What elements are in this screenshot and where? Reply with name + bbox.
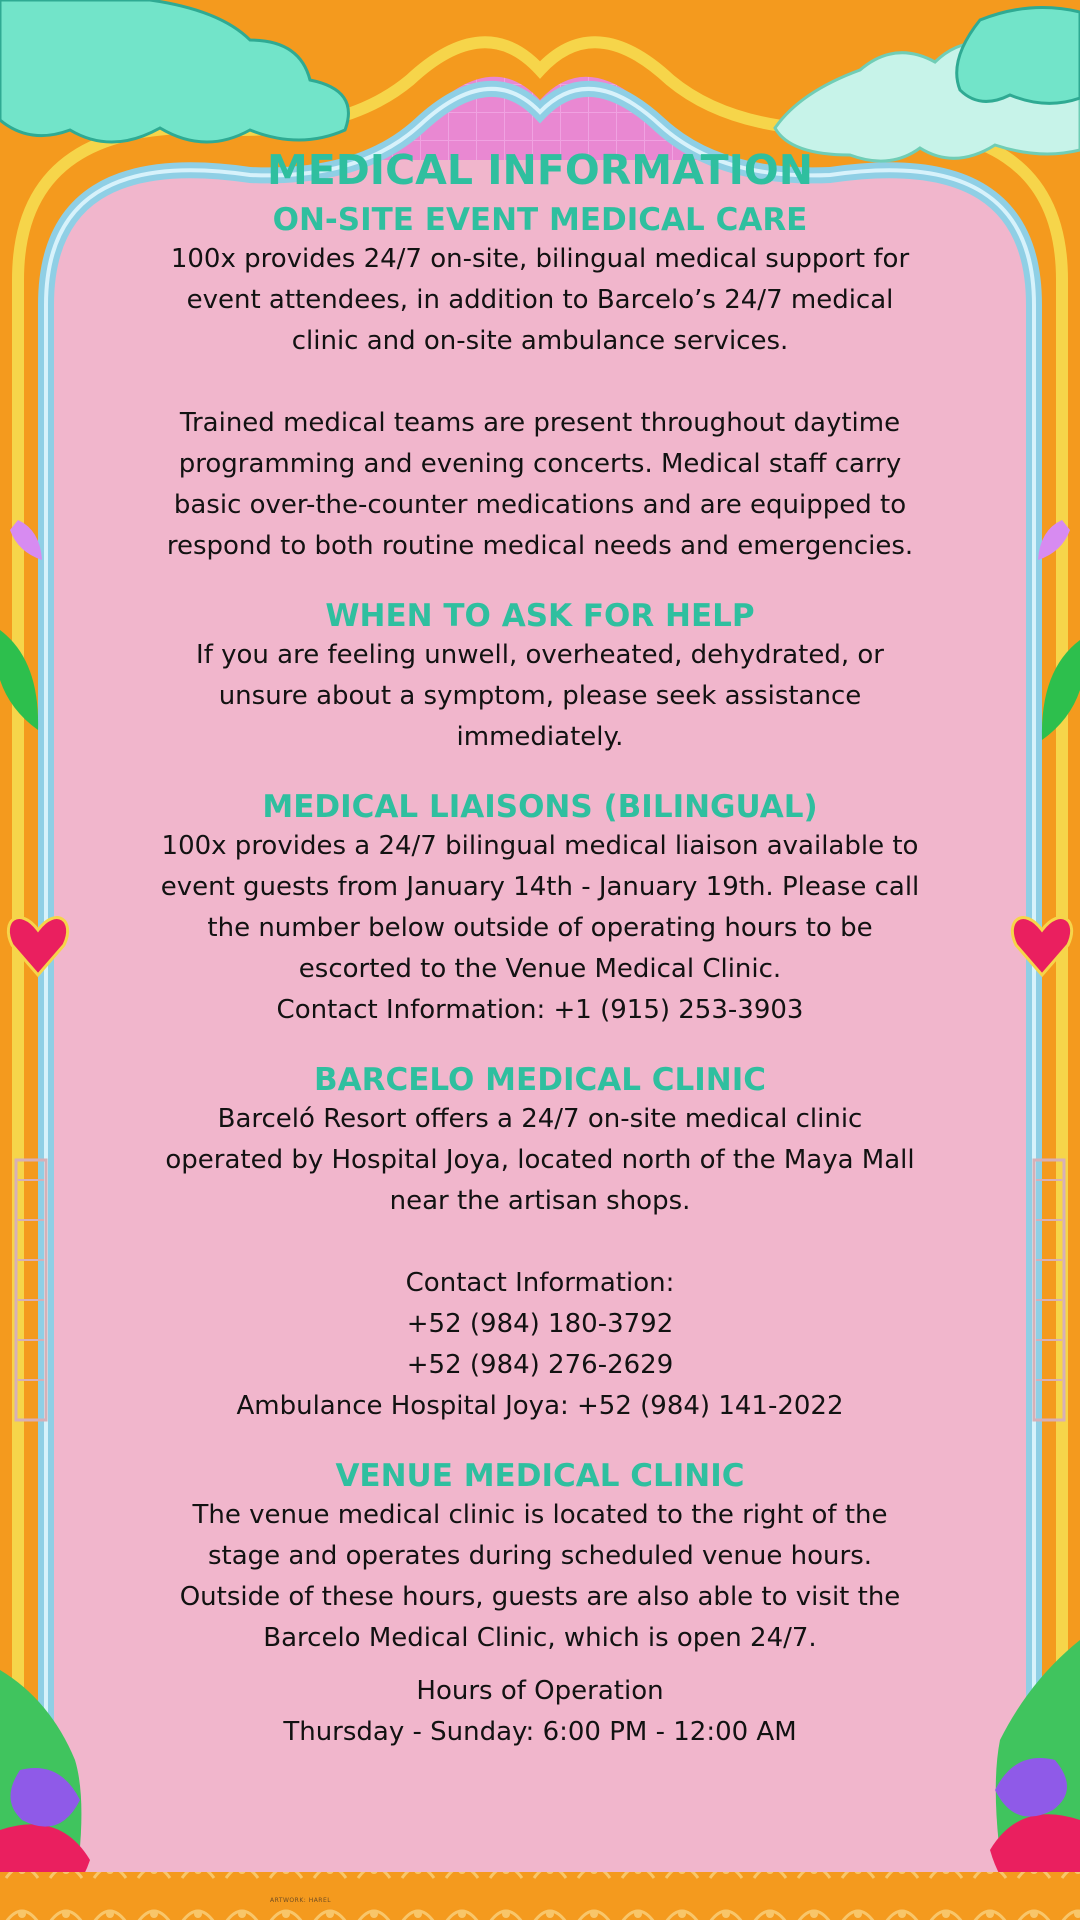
liaison-section xyxy=(80,790,1000,1031)
liaison-contact: Contact Information: +1 (915) 253-3903 xyxy=(276,995,804,1026)
hours-title: Hours of Operation xyxy=(416,1676,664,1707)
barcelo-line-2: operated by Hospital Joya, located north of the Maya Mall xyxy=(165,1145,915,1176)
venue-line-3: Outside of these hours, guests are also able to visit the xyxy=(179,1582,901,1613)
venue-line-2: stage and operates during scheduled venue hours. xyxy=(207,1541,873,1572)
liaison-line-3: the number below outside of operating hours to be xyxy=(207,913,873,944)
help-line-1: If you are feeling unwell, overheated, dehydrated, or xyxy=(196,640,884,671)
venue-line-4: Barcelo Medical Clinic, which is open 24/7. xyxy=(263,1623,817,1654)
onsite-line-7: respond to both routine medical needs and emergencies. xyxy=(166,531,914,562)
help-heading: WHEN TO ASK FOR HELP xyxy=(325,598,755,635)
onsite-section xyxy=(80,203,1000,567)
help-section xyxy=(80,599,1000,758)
hours-value: Thursday - Sunday: 6:00 PM - 12:00 AM xyxy=(283,1717,797,1748)
onsite-spacer xyxy=(80,362,1000,403)
liaison-line-2: event guests from January 14th - January 19th. Please call xyxy=(160,872,920,903)
onsite-line-2: event attendees, in addition to Barcelo’s 24/7 medical xyxy=(186,285,894,316)
barcelo-line-1: Barceló Resort offers a 24/7 on-site medical clinic xyxy=(217,1104,863,1135)
barcelo-contact-title: Contact Information: xyxy=(405,1268,675,1299)
help-line-3: immediately. xyxy=(456,722,624,753)
barcelo-phone-2: +52 (984) 276-2629 xyxy=(406,1350,674,1381)
liaison-heading: MEDICAL LIAISONS (BILINGUAL) xyxy=(262,789,818,826)
help-line-2: unsure about a symptom, please seek assistance xyxy=(218,681,862,712)
onsite-line-4: Trained medical teams are present throughout daytime xyxy=(179,408,901,439)
onsite-line-6: basic over-the-counter medications and are equipped to xyxy=(173,490,907,521)
medical-information-content xyxy=(80,146,1000,1785)
barcelo-phone-1: +52 (984) 180-3792 xyxy=(406,1309,674,1340)
venue-heading: VENUE MEDICAL CLINIC xyxy=(335,1458,745,1495)
onsite-line-3: clinic and on-site ambulance services. xyxy=(291,326,789,357)
liaison-line-1: 100x provides a 24/7 bilingual medical liaison available to xyxy=(161,831,919,862)
barcelo-ambulance: Ambulance Hospital Joya: +52 (984) 141-2022 xyxy=(236,1391,844,1422)
onsite-line-5: programming and evening concerts. Medical staff carry xyxy=(178,449,902,480)
page-title: MEDICAL INFORMATION xyxy=(266,146,814,194)
barcelo-line-3: near the artisan shops. xyxy=(389,1186,691,1217)
onsite-heading: ON-SITE EVENT MEDICAL CARE xyxy=(272,202,808,238)
artwork-credit: ARTWORK: HAREL xyxy=(270,1897,332,1904)
venue-section xyxy=(80,1459,1000,1753)
barcelo-section xyxy=(80,1063,1000,1427)
venue-line-1: The venue medical clinic is located to the right of the xyxy=(192,1500,888,1531)
onsite-line-1: 100x provides 24/7 on-site, bilingual medical support for xyxy=(170,244,910,275)
barcelo-spacer xyxy=(80,1222,1000,1263)
barcelo-heading: BARCELO MEDICAL CLINIC xyxy=(313,1062,767,1099)
liaison-line-4: escorted to the Venue Medical Clinic. xyxy=(298,954,782,985)
